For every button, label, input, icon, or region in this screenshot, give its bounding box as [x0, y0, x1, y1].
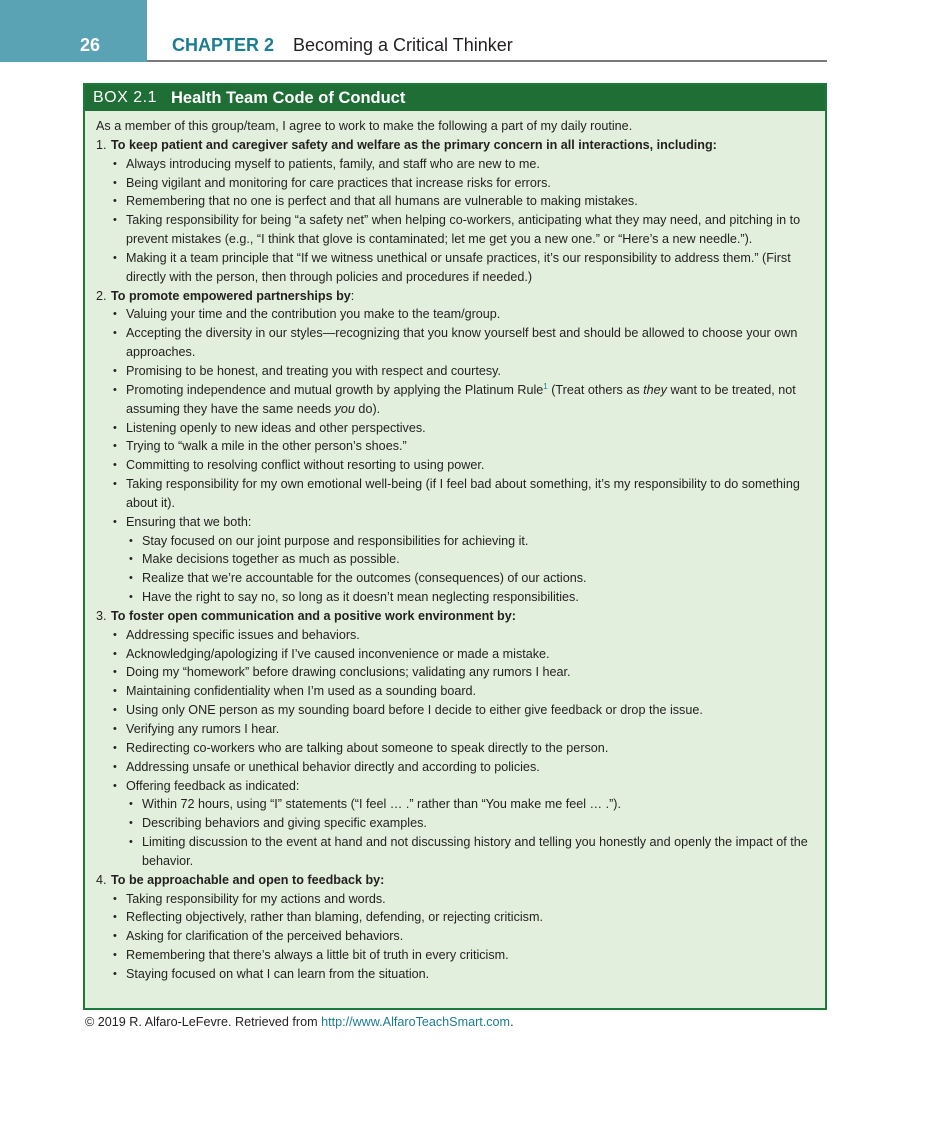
bullet-icon: •	[113, 779, 117, 792]
list-item-text: Make decisions together as much as possible.	[142, 552, 400, 567]
bullet-icon: •	[113, 176, 117, 189]
list-item	[95, 362, 815, 381]
list-item-text: Making it a team principle that “If we witness unethical or unsafe practices, it’s our responsibility to address them.” (First directly with the person, then through policies and procedures if needed.)	[126, 250, 791, 284]
section-number: 4.	[96, 872, 107, 887]
list-item	[95, 720, 815, 739]
section-number: 1.	[96, 137, 107, 152]
list-item-text: Redirecting co-workers who are talking about someone to speak directly to the person.	[126, 740, 609, 755]
list-item	[95, 626, 815, 645]
list-item-text: Within 72 hours, using “I” statements (“I feel … .” rather than “You make me feel … .”).	[142, 797, 621, 812]
list-item-text: Taking responsibility for my own emotional well-being (if I feel bad about something, it’s my responsibility to do something about it).	[126, 477, 800, 510]
list-item	[95, 890, 815, 909]
list-item-text: Remembering that there’s always a little bit of truth in every criticism.	[126, 948, 509, 963]
bullet-icon: •	[129, 798, 133, 811]
list-item-text: Valuing your time and the contribution you make to the team/group.	[126, 307, 501, 322]
list-item	[95, 174, 815, 193]
bullet-icon: •	[113, 704, 117, 717]
footnote-ref: 1	[543, 381, 548, 391]
section-heading-suffix: :	[350, 288, 355, 303]
bullet-icon: •	[129, 553, 133, 566]
list-item-text: Accepting the diversity in our styles—recognizing that you know yourself best and should be allowed to choose your own approaches.	[126, 326, 798, 360]
footer-link[interactable]: http://www.AlfaroTeachSmart.com	[321, 1015, 511, 1029]
list-item	[95, 908, 815, 927]
sub-list-item	[95, 814, 815, 833]
bullet-icon: •	[113, 515, 117, 528]
footer-end: .	[510, 1015, 514, 1029]
list-item-text: Realize that we’re accountable for the outcomes (consequences) of our actions.	[142, 571, 587, 586]
bullet-icon: •	[113, 741, 117, 754]
list-item	[95, 946, 815, 965]
list-item-text: Always introducing myself to patients, family, and staff who are new to me.	[126, 156, 540, 171]
section-heading-text: To be approachable and open to feedback by:	[111, 872, 385, 887]
sub-list-item	[95, 532, 815, 551]
platinum-text-c: want to be treated, not assuming they have the same needs	[126, 382, 796, 416]
list-item	[95, 419, 815, 438]
bullet-icon: •	[113, 760, 117, 773]
list-item-text: Taking responsibility for my actions and words.	[126, 891, 386, 906]
list-item	[95, 324, 815, 362]
section-number: 3.	[96, 608, 107, 623]
list-item	[95, 965, 815, 984]
section-heading-3	[95, 607, 815, 626]
bullet-icon: •	[113, 364, 117, 377]
bullet-icon: •	[113, 440, 117, 453]
list-item-text: Addressing specific issues and behaviors.	[126, 627, 360, 642]
bullet-icon: •	[129, 591, 133, 604]
list-item-text: Committing to resolving conflict without resorting to using power.	[126, 458, 485, 473]
chapter-label: CHAPTER 2	[172, 35, 275, 55]
list-item	[95, 475, 815, 513]
bullet-icon: •	[113, 967, 117, 980]
list-item	[95, 211, 815, 249]
section-heading-1	[95, 136, 815, 155]
bullet-icon: •	[113, 930, 117, 943]
bullet-icon: •	[113, 251, 117, 264]
list-item-text: Staying focused on what I can learn from the situation.	[126, 966, 430, 981]
code-of-conduct-box	[83, 83, 827, 1010]
chapter-title: Becoming a Critical Thinker	[293, 35, 513, 55]
platinum-you: you	[334, 401, 355, 416]
box-intro: As a member of this group/team, I agree to work to make the following a part of my daily routine.	[96, 119, 633, 133]
bullet-icon: •	[113, 157, 117, 170]
section-heading-text: To keep patient and caregiver safety and welfare as the primary concern in all interactions, including:	[111, 137, 717, 152]
bullet-icon: •	[113, 685, 117, 698]
list-item-text: Being vigilant and monitoring for care practices that increase risks for errors.	[126, 175, 551, 190]
platinum-text-a: Promoting independence and mutual growth by applying the Platinum Rule	[126, 382, 544, 397]
platinum-text-b: (Treat others as	[547, 382, 644, 397]
bullet-icon: •	[113, 666, 117, 679]
sub-list-item	[95, 833, 815, 871]
list-item-text: Doing my “homework” before drawing conclusions; validating any rumors I hear.	[126, 665, 571, 680]
list-item-text: Maintaining confidentiality when I’m used as a sounding board.	[126, 684, 477, 699]
list-item-text: Addressing unsafe or unethical behavior directly and according to policies.	[126, 759, 540, 774]
list-item	[95, 305, 815, 324]
list-item-text: Trying to “walk a mile in the other person’s shoes.”	[126, 439, 407, 454]
list-item-text: Using only ONE person as my sounding board before I decide to either give feedback or drop the issue.	[126, 703, 703, 718]
list-item	[95, 192, 815, 211]
bullet-icon: •	[113, 723, 117, 735]
bullet-icon: •	[113, 421, 117, 434]
platinum-text-d: do).	[354, 401, 381, 416]
copyright-footer	[85, 1015, 514, 1029]
list-item-text: Taking responsibility for being “a safety net” when helping co-workers, anticipating what they may need, and pitching in to prevent mistakes (e.g., “I think that glove is contaminated; let me get you a new one.” or “Here’s a new needle.”).	[126, 213, 801, 247]
sub-list-item	[95, 588, 815, 607]
footer-text: © 2019 R. Alfaro-LeFevre. Retrieved from	[85, 1015, 322, 1029]
list-item-text: Ensuring that we both:	[126, 514, 252, 529]
bullet-icon: •	[113, 214, 117, 227]
bullet-icon: •	[113, 383, 117, 396]
box-title: Health Team Code of Conduct	[170, 88, 406, 107]
bullet-icon: •	[113, 949, 117, 962]
platinum-they: they	[643, 382, 667, 397]
list-item-text: Promising to be honest, and treating you with respect and courtesy.	[126, 363, 501, 378]
list-item-text: Listening openly to new ideas and other perspectives.	[126, 420, 426, 435]
sub-list-item	[95, 795, 815, 814]
bullet-icon: •	[129, 817, 133, 830]
list-item	[95, 513, 815, 532]
bullet-icon: •	[113, 628, 117, 641]
sub-list-item	[95, 550, 815, 569]
list-item	[95, 701, 815, 720]
section-heading-2	[95, 287, 815, 306]
sub-list-item	[95, 569, 815, 588]
bullet-icon: •	[129, 572, 133, 585]
box-number: BOX 2.1	[93, 89, 157, 106]
list-item	[95, 927, 815, 946]
section-heading-text: To promote empowered partnerships by	[111, 288, 351, 303]
box-body	[85, 111, 825, 984]
list-item-platinum-rule	[95, 381, 815, 419]
list-item-text: Limiting discussion to the event at hand and not discussing history and telling you honestly and openly the impact of the behavior.	[142, 835, 808, 868]
section-heading-text: To foster open communication and a positive work environment by:	[111, 608, 516, 623]
list-item	[95, 155, 815, 174]
bullet-icon: •	[113, 459, 117, 472]
list-item	[95, 663, 815, 682]
bullet-icon: •	[113, 892, 117, 905]
list-item-text: Stay focused on our joint purpose and responsibilities for achieving it.	[142, 533, 529, 548]
list-item-text: Remembering that no one is perfect and that all humans are vulnerable to making mistakes.	[126, 194, 638, 209]
list-item-text: Acknowledging/apologizing if I’ve caused inconvenience or made a mistake.	[126, 646, 550, 661]
list-item-text: Have the right to say no, so long as it doesn’t mean neglecting responsibilities.	[142, 590, 579, 605]
list-item-text: Offering feedback as indicated:	[126, 778, 300, 793]
section-number: 2.	[96, 288, 107, 303]
list-item	[95, 645, 815, 664]
bullet-icon: •	[113, 478, 117, 491]
section-heading-4	[95, 871, 815, 890]
list-item-text: Reflecting objectively, rather than blaming, defending, or rejecting criticism.	[126, 910, 543, 925]
list-item-text: Describing behaviors and giving specific examples.	[142, 816, 427, 831]
bullet-icon: •	[113, 308, 117, 321]
list-item	[95, 777, 815, 796]
bullet-icon: •	[129, 534, 133, 547]
list-item	[95, 758, 815, 777]
bullet-icon: •	[113, 647, 117, 660]
list-item-text: Asking for clarification of the perceived behaviors.	[126, 929, 404, 944]
page-number-tab	[0, 0, 147, 62]
list-item	[95, 682, 815, 701]
bullet-icon: •	[113, 327, 117, 340]
bullet-icon: •	[113, 911, 117, 924]
list-item	[95, 249, 815, 287]
list-item	[95, 456, 815, 475]
list-item-text: Verifying any rumors I hear.	[126, 722, 280, 736]
list-item	[95, 437, 815, 456]
list-item	[95, 739, 815, 758]
bullet-icon: •	[113, 195, 117, 208]
box-header	[85, 85, 825, 111]
bullet-icon: •	[129, 836, 133, 849]
page-number: 26	[80, 35, 101, 55]
header-rule	[147, 60, 827, 62]
